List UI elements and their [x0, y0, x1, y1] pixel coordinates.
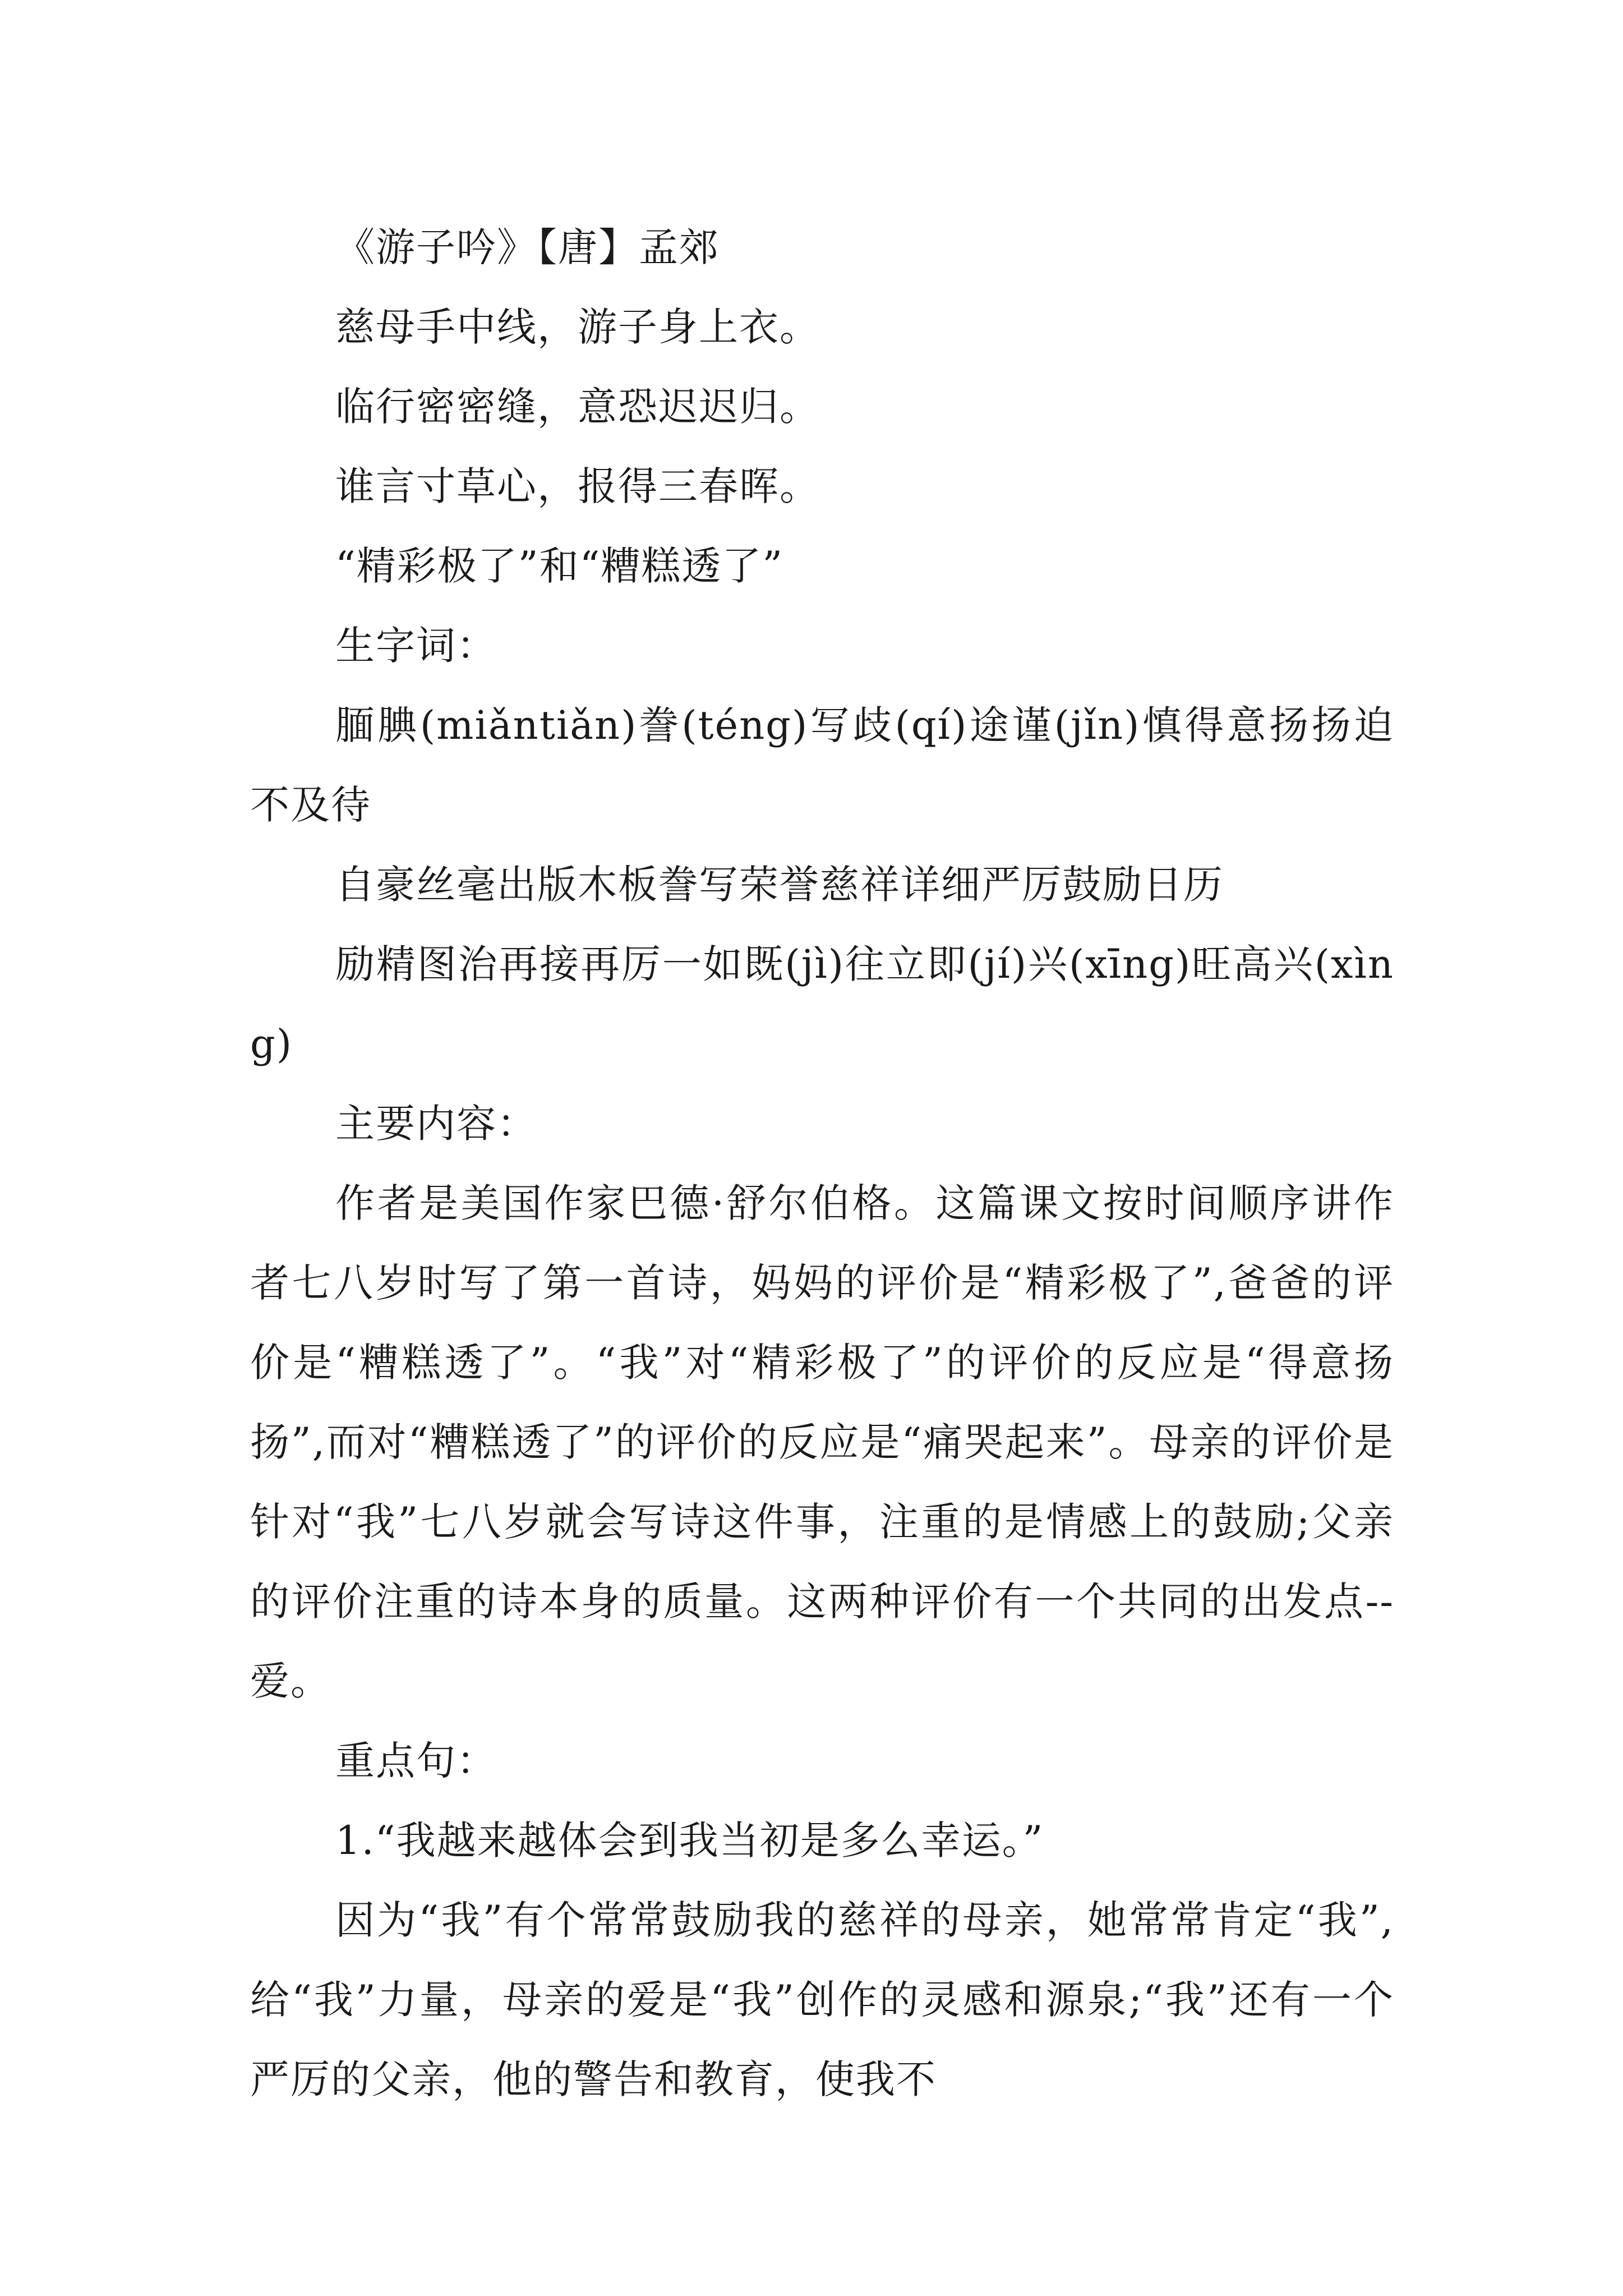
lesson-title: “精彩极了”和“糟糕透了”	[335, 543, 784, 589]
section-heading-summary: 主要内容：	[335, 1101, 537, 1147]
poem-line-1: 慈母手中线，游子身上衣。	[335, 304, 820, 350]
document-body	[250, 208, 1394, 2119]
key-sentence-1: 1.“我越来越体会到我当初是多么幸运。”	[335, 1818, 1044, 1864]
section-heading-vocabulary: 生字词：	[335, 623, 497, 669]
poem-line-3: 谁言寸草心，报得三春晖。	[335, 463, 820, 509]
vocabulary-line-2: 自豪丝毫出版木板誊写荣誉慈祥详细严厉鼓励日历	[335, 862, 1224, 908]
poem-line-2: 临行密密缝，意恐迟迟归。	[335, 384, 820, 430]
key-sentence-1-explanation: 因为“我”有个常常鼓励我的慈祥的母亲，她常常肯定“我”,给“我”力量，母亲的爱是“我”创作的灵感和源泉;“我”还有一个严厉的父亲，他的警告和教育，使我不	[250, 1897, 1394, 2102]
vocabulary-line-1: 腼腆(miǎntiǎn)誊(téng)写歧(qí)途谨(jǐn)慎得意扬扬迫不及待	[250, 702, 1394, 828]
poem-title: 《游子吟》【唐】孟郊	[335, 224, 720, 270]
summary-paragraph: 作者是美国作家巴德·舒尔伯格。这篇课文按时间顺序讲作者七八岁时写了第一首诗，妈妈的评价是“精彩极了”,爸爸的评价是“糟糕透了”。“我”对“精彩极了”的评价的反应是“得意扬扬”,而对“糟糕透了”的评价的反应是“痛哭起来”。母亲的评价是针对“我”七八岁就会写诗这件事，注重的是情感上的鼓励;父亲的评价注重的诗本身的质量。这两种评价有一个共同的出发点--爱。	[250, 1180, 1394, 1704]
section-heading-key-sentences: 重点句：	[335, 1738, 497, 1784]
vocabulary-line-3: 励精图治再接再厉一如既(jì)往立即(jí)兴(xīng)旺高兴(xìng)	[250, 941, 1394, 1067]
